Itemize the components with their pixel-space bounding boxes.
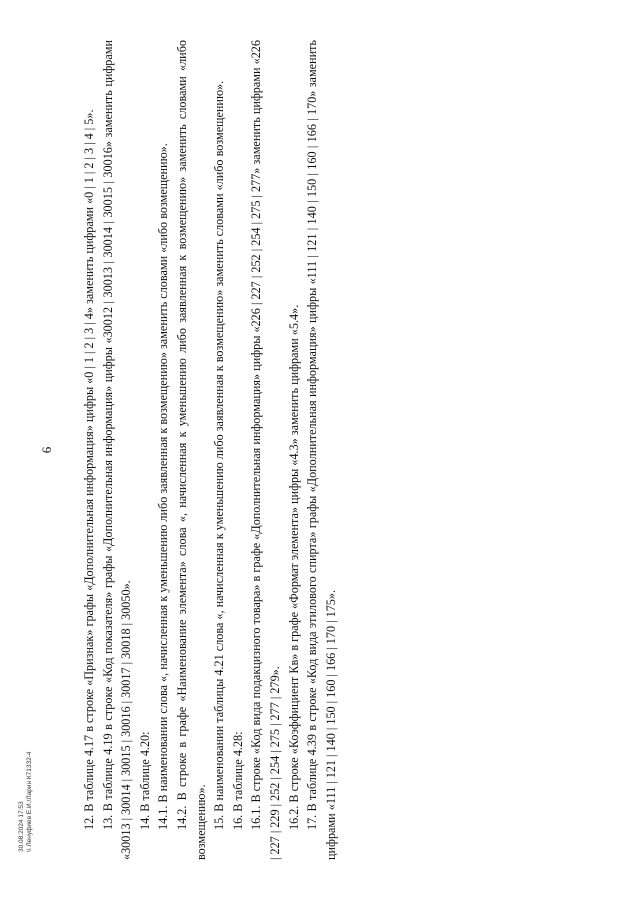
stamp-datetime: 30.08.2024 17:53 [18, 801, 25, 852]
paragraph-16: 16. В таблице 4.28: [230, 731, 245, 830]
paragraph-13: 13. В таблице 4.19 в строке «Код показателя» графы «Дополнительная информация» цифры «30012 | 30013 | 30014 | 30015 | 30016» заменить цифрами «30013 | 30014 | 30015 | 30016 | 30017 | 30018 | 30050». [100, 40, 134, 860]
document-body [80, 40, 340, 860]
registration-stamp [18, 751, 34, 852]
paragraph-16-1: 16.1. В строке «Код вида подакцизного товара» в графе «Дополнительная информация» цифры «226 | 227 | 252 | 254 | 275 | 277» заменить цифрами «226 | 227 | 229 | 252 | 254 | 275 | 277 | 279». [249, 40, 282, 860]
paragraph-17: 17. В таблице 4.39 в строке «Код вида этилового спирта» графы «Дополнительная информация» цифры «111 | 121 | 140 | 150 | 160 | 166 | 170» заменить цифрами «111 | 121 | 140 | 150 | 160 | 166 | 170 | 175». [305, 40, 338, 860]
stamp-registry: \\ Ленуфиев Е.И./Ларин К71332-4 [26, 751, 33, 852]
paragraph-16-2: 16.2. В строке «Коэффициент Кв» в графе «Формат элемента» цифры «4.3» заменить цифрами «5.4». [286, 304, 301, 830]
paragraph-14: 14. В таблице 4.20: [137, 731, 152, 830]
paragraph-15: 15. В наименовании таблицы 4.21 слова «, начисленная к уменьшению либо заявленная к возмещению» заменить словами «либо возмещению». [212, 80, 227, 830]
paragraph-14-1: 14.1. В наименовании слова «, начисленная к уменьшению либо заявленная к возмещению» заменить словами «либо возмещению». [156, 143, 171, 830]
paragraph-12: 12. В таблице 4.17 в строке «Признак» графы «Дополнительная информация» цифры «0 | 1 | 2 | 3 | 4» заменить цифрами «0 | 1 | 2 | 3 | 4 | 5». [82, 109, 96, 830]
page-number: 6 [39, 446, 54, 454]
document-page [39, 40, 470, 860]
paragraph-14-2: 14.2. В строке в графе «Наименование элемента» слова «, начисленная к уменьшению либо заявленная к возмещению» заменить словами «либо возмещению». [174, 40, 208, 860]
